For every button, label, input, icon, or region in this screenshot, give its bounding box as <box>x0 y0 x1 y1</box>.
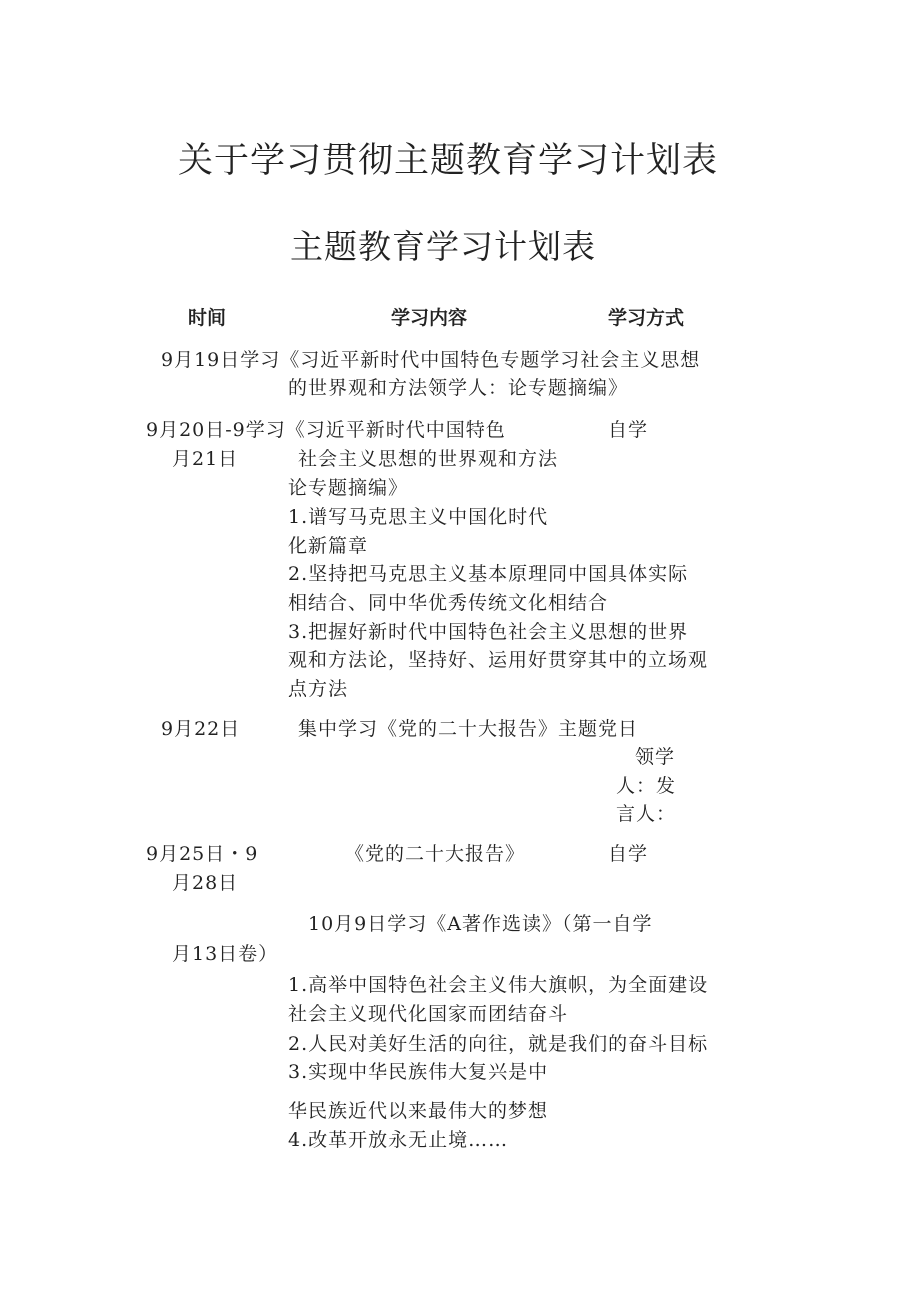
row2-item3-line2: 观和方法论，坚持好、运用好贯穿其中的立场观 <box>288 649 709 671</box>
header-time: 时间 <box>188 307 227 329</box>
document-title: 关于学习贯彻主题教育学习计划表 <box>178 141 719 181</box>
row2-time-line2: 月21日 <box>172 448 239 470</box>
row4-method: 自学 <box>608 843 649 865</box>
row4-time-line1: 9月25日・9 <box>146 843 259 865</box>
row1-line1: 9月19日学习《习近平新时代中国特色专题学习社会主义思想 <box>161 349 701 371</box>
row2-item1-line2: 化新篇章 <box>288 535 369 557</box>
row2-item2-line2: 相结合、同中华优秀传统文化相结合 <box>288 592 609 614</box>
row2-item1-line1: 1.谱写马克思主义中国化时代 <box>288 506 549 528</box>
row3-content: 集中学习《党的二十大报告》主题党日 <box>298 718 639 740</box>
row5-time-line2: 月13日卷） <box>172 943 279 965</box>
row3-method-line1: 领学 <box>635 746 676 768</box>
row4-content: 《党的二十大报告》 <box>345 843 526 865</box>
row2-content-line1: 社会主义思想的世界观和方法 <box>298 448 559 470</box>
row5-item4: 4.改革开放永无止境…… <box>288 1129 509 1151</box>
row3-method-line3: 言人： <box>616 803 677 825</box>
table-title: 主题教育学习计划表 <box>290 227 596 266</box>
row2-item3-line3: 点方法 <box>288 678 349 700</box>
row2-item2-line1: 2.坚持把马克思主义基本原理同中国具体实际 <box>288 563 689 585</box>
row2-content-line2: 论专题摘编》 <box>288 477 409 499</box>
row4-time-line2: 月28日 <box>172 872 239 894</box>
row3-method-line2: 人：发 <box>616 775 677 797</box>
row5-item3-line2: 华民族近代以来最伟大的梦想 <box>288 1100 549 1122</box>
row1-line2: 的世界观和方法领学人：论专题摘编》 <box>288 377 629 399</box>
row5-item1-line2: 社会主义现代化国家而团结奋斗 <box>288 1003 569 1025</box>
row2-method: 自学 <box>608 419 649 441</box>
header-content: 学习内容 <box>391 307 468 329</box>
header-method: 学习方式 <box>608 307 685 329</box>
row3-time: 9月22日 <box>161 718 241 740</box>
row5-item1-line1: 1.高举中国特色社会主义伟大旗帜，为全面建设 <box>288 974 709 996</box>
row2-item3-line1: 3.把握好新时代中国特色社会主义思想的世界 <box>288 621 689 643</box>
row2-time-line1: 9月20日-9学习《习近平新时代中国特色 <box>146 419 506 441</box>
row5-item2: 2.人民对美好生活的向往，就是我们的奋斗目标 <box>288 1033 709 1055</box>
row5-line1: 10月9日学习《A著作选读》（第一自学 <box>308 913 653 935</box>
row5-item3-line1: 3.实现中华民族伟大复兴是中 <box>288 1061 549 1083</box>
